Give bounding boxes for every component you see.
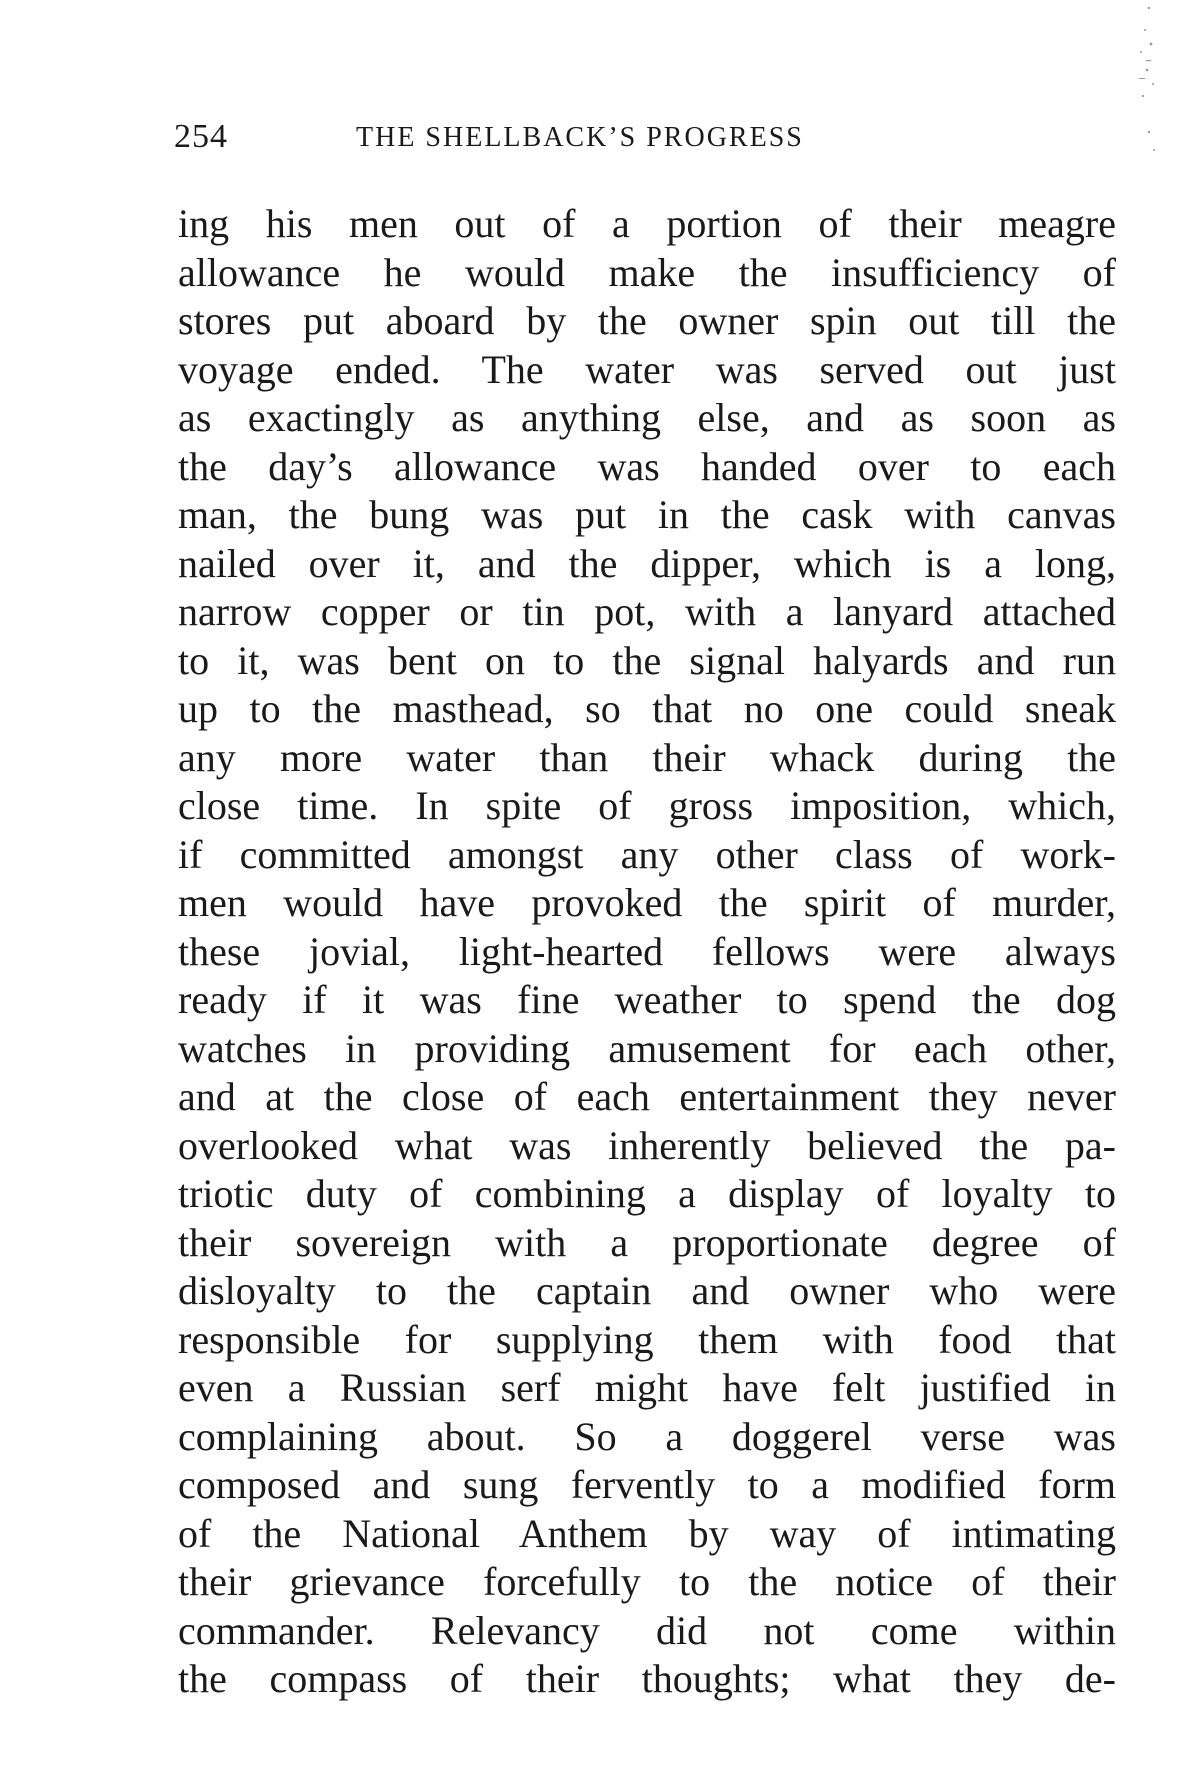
text-line: the compass of their thoughts; what they de- xyxy=(178,1656,1116,1701)
text-line: to it, was bent on to the signal halyards and run xyxy=(178,637,1116,683)
text-line: ready if it was fine weather to spend the dog xyxy=(178,977,1116,1022)
text-line: these jovial, light-hearted fellows were always xyxy=(178,928,1116,974)
text-line: any more water than their whack during the xyxy=(178,734,1116,780)
text-line: stores put aboard by the owner spin out till the xyxy=(178,298,1116,343)
text-line: ing his men out of a portion of their meagre xyxy=(178,201,1116,246)
text-line: if committed amongst any other class of work- xyxy=(178,831,1116,877)
text-line: voyage ended. The water was served out just xyxy=(178,346,1116,392)
text-line: nailed over it, and the dipper, which is a long, xyxy=(178,540,1116,586)
text-line: of the National Anthem by way of intimating xyxy=(178,1510,1116,1556)
scan-edge-marks xyxy=(1127,0,1157,170)
text-line: the day’s allowance was handed over to each xyxy=(178,443,1116,489)
text-line: their grievance forcefully to the notice of their xyxy=(178,1559,1116,1604)
text-line: complaining about. So a doggerel verse was xyxy=(178,1413,1116,1459)
running-title: THE SHELLBACK’S PROGRESS xyxy=(356,122,804,153)
text-line: man, the bung was put in the cask with canvas xyxy=(178,492,1116,537)
text-line: commander. Relevancy did not come within xyxy=(178,1607,1116,1653)
text-line: overlooked what was inherently believed the pa- xyxy=(178,1122,1116,1168)
text-line: narrow copper or tin pot, with a lanyard attached xyxy=(178,589,1116,634)
page-number: 254 xyxy=(174,118,228,155)
text-line: and at the close of each entertainment they never xyxy=(178,1074,1116,1119)
text-line: triotic duty of combining a display of loyalty to xyxy=(178,1171,1116,1216)
text-line: allowance he would make the insufficiency of xyxy=(178,249,1116,295)
text-line: composed and sung fervently to a modified form xyxy=(178,1462,1116,1507)
text-line: close time. In spite of gross imposition, which, xyxy=(178,783,1116,828)
text-line: even a Russian serf might have felt justified in xyxy=(178,1365,1116,1410)
text-line: responsible for supplying them with food that xyxy=(178,1316,1116,1362)
text-line: up to the masthead, so that no one could sneak xyxy=(178,686,1116,731)
body-text xyxy=(178,200,1116,1704)
running-head xyxy=(174,118,934,158)
text-line: men would have provoked the spirit of murder, xyxy=(178,880,1116,925)
text-line: watches in providing amusement for each other, xyxy=(178,1025,1116,1071)
text-line: disloyalty to the captain and owner who were xyxy=(178,1268,1116,1313)
text-line: as exactingly as anything else, and as soon as xyxy=(178,395,1116,440)
text-line: their sovereign with a proportionate degree of xyxy=(178,1219,1116,1265)
